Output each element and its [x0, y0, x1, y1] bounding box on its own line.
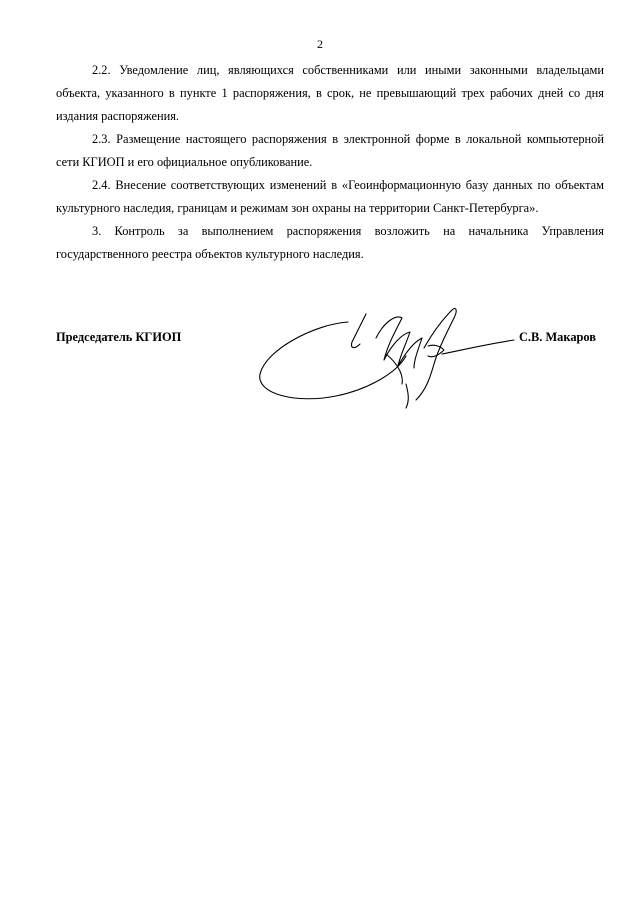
document-body: [56, 59, 604, 266]
paragraph-2-2: 2.2. Уведомление лиц, являющихся собственниками или иными законными владельцами объекта, указанного в пункте 1 распоряжения, в срок, не превышающий трех рабочих дней со дня издания распоряжения.: [56, 63, 604, 123]
signature-block: [56, 322, 604, 412]
handwritten-signature: [256, 304, 516, 414]
paragraph-3: 3. Контроль за выполнением распоряжения возложить на начальника Управления государственного реестра объектов культурного наследия.: [56, 224, 604, 261]
paragraph-2-4: 2.4. Внесение соответствующих изменений в «Геоинформационную базу данных по объектам культурного наследия, границам и режимам зон охраны на территории Санкт-Петербурга».: [56, 178, 604, 215]
paragraph-2-3: 2.3. Размещение настоящего распоряжения в электронной форме в локальной компьютерной сети КГИОП и его официальное опубликование.: [56, 132, 604, 169]
signatory-title: Председатель КГИОП: [56, 330, 182, 344]
signatory-name: С.В. Макаров: [518, 330, 596, 344]
page-number: 2: [317, 37, 323, 51]
